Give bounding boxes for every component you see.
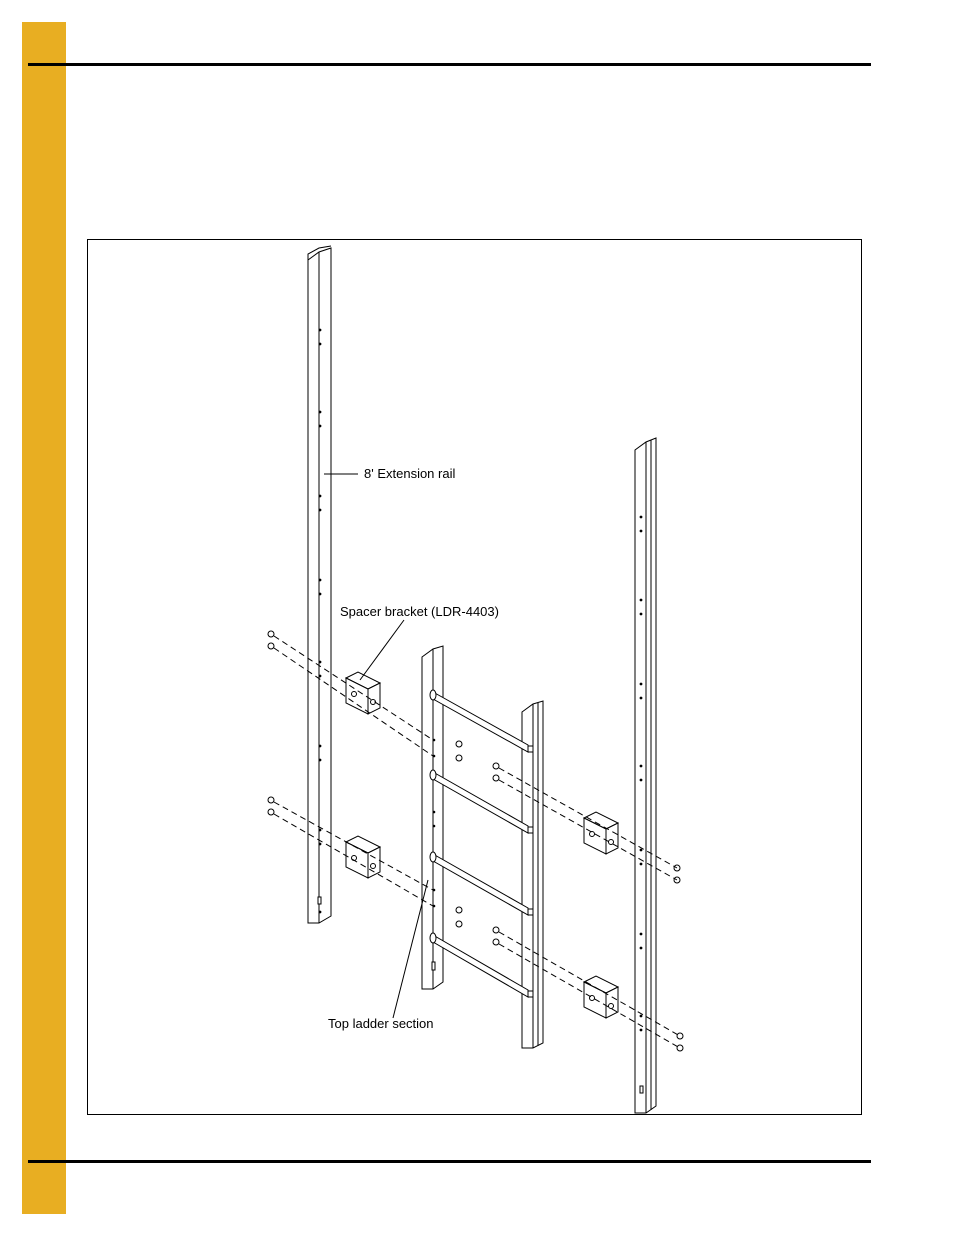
- spacer-bracket-label: Spacer bracket (LDR-4403): [340, 604, 499, 619]
- side-color-tab: [22, 22, 66, 1214]
- spacer-bracket-leader: [360, 620, 404, 680]
- footer-rule: [28, 1160, 871, 1163]
- ladder-assembly-figure: [87, 239, 862, 1115]
- top-ladder-section-label: Top ladder section: [328, 1016, 434, 1031]
- top-ladder-section: [422, 646, 543, 1048]
- assembly-lines: [274, 636, 680, 1048]
- spacer-bracket-lower-left: [346, 836, 380, 878]
- spacer-bracket-upper-left: [346, 672, 380, 714]
- extension-rail-label: 8' Extension rail: [364, 466, 456, 481]
- extension-rail-left: [308, 246, 331, 923]
- header-rule: [28, 63, 871, 66]
